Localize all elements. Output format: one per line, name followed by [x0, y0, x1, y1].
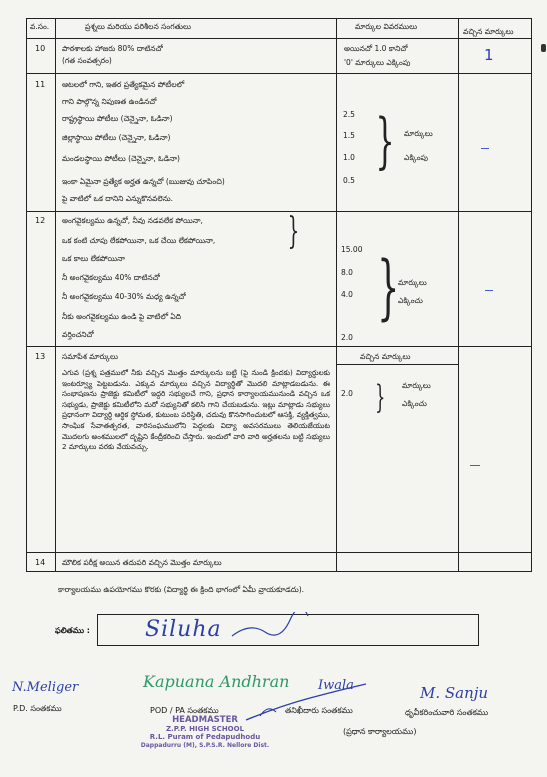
row-11-question: రాష్ట్రస్థాయి పోటీలు (చెన్నైనా, ఓడినా)	[62, 114, 173, 123]
row-10-question: (గత సంవత్సరం)	[62, 56, 112, 65]
examiner-sublabel: (ప్రధాన కార్యాలయము)	[343, 727, 417, 736]
header-question: ప్రశ్నలు మరియు పరిశీలన సంగతులు	[85, 22, 191, 31]
row-11-question: పై వాటిలో ఒక దానిని ఎన్నుకొనవలెను.	[62, 194, 173, 203]
row-10-detail: '0' మార్కులు ఎక్కింపు	[344, 58, 411, 67]
row-11-question: ఇంకా ఏమైనా ప్రత్యేక అర్హత ఉన్నచో (ఋజువు చూపించి)	[62, 177, 225, 186]
pod-label: POD / PA సంతకము	[150, 706, 219, 715]
row-10-number: 10	[35, 44, 46, 53]
result-signature-stroke	[230, 612, 310, 642]
office-use-note: కార్యాలయము ఉపయోగము కొరకు (విద్యార్థి ఈ క్రింది భాగంలో ఏమీ వ్రాయకూడదు).	[58, 585, 305, 594]
row-11-label: ఎక్కింపు	[404, 153, 428, 162]
row-12-question: ఒక కంటి చూపు లేకపోయినా, ఒక చేయి లేకపోయినా,	[62, 236, 216, 245]
pod-signature: Kapuana Andhran	[143, 672, 290, 691]
row-11-label: మార్కులు	[404, 129, 433, 138]
examiner-signature: Iwala	[318, 678, 354, 693]
row-11-question: మండలస్థాయి పోటీలు (చెన్నైనా, ఓడినా)	[62, 154, 180, 163]
row-13-number: 13	[35, 352, 46, 361]
row-10-question: పాఠశాలకు హాజరు 80% దాటినచో	[62, 44, 163, 53]
row-12-question: నీ అంగవైకల్యము 40-30% మధ్య ఉన్నచో	[62, 292, 186, 301]
row-12-number: 12	[35, 216, 46, 225]
row-13-col-header: వచ్చిన మార్కులు	[360, 352, 411, 361]
row-12-value: 4.0	[341, 290, 353, 299]
result-signature: Siluha	[145, 617, 222, 642]
result-label: ఫలితము :	[55, 626, 90, 635]
row-11-question: గాని పాల్గొన్న నిపుణత ఉండినచో	[62, 97, 157, 106]
row-11-question: జిల్లాస్థాయి పోటీలు (చెన్నైనా, ఓడినా)	[62, 133, 171, 142]
pd-label: P.D. సంతకము	[13, 704, 62, 713]
col-divider-1	[55, 18, 56, 572]
examiner-label: తనిఖీదారు సంతకము	[285, 706, 353, 715]
stamp-line: Z.P.P. HIGH SCHOOL	[165, 724, 245, 733]
row-14-text: మౌలిక పరీక్ష అయిన తదుపరి వచ్చిన మొత్తం మార్కులు	[62, 558, 222, 567]
row-12-question: నీ అంగవైకల్యము 40% దాటినచో	[62, 273, 160, 282]
row-12-label: ఎక్కించు	[398, 296, 423, 305]
row-divider	[336, 364, 458, 365]
row-11-value: 1.5	[343, 131, 355, 140]
row-13-brace: }	[375, 378, 386, 416]
stamp-line: HEADMASTER	[172, 715, 238, 725]
stamp-line: Dappadurru (M), S.P.S.R. Nellore Dist.	[140, 741, 270, 749]
row-12-value: 2.0	[341, 333, 353, 342]
row-11-brace: }	[375, 106, 395, 176]
col-divider-3	[458, 18, 459, 572]
verifier-signature: M. Sanju	[420, 684, 489, 702]
row-13-label: మార్కులు	[402, 381, 431, 390]
row-12-question: అంగవైకల్యము ఉన్నచో, నీవు నడవలేక పోయినా,	[62, 216, 203, 225]
row-11-value: 0.5	[343, 176, 355, 185]
row-12-question: ఒక కాలు లేకపోయినా	[62, 254, 125, 263]
row-13-label: ఎక్కించు	[402, 399, 427, 408]
row-13-dash	[470, 465, 480, 466]
row-12-question: వర్తించనిచో	[62, 330, 94, 339]
row-divider	[26, 211, 532, 212]
header-marks-obtained: వచ్చిన మార్కులు	[463, 27, 514, 36]
row-12-brace-question: }	[287, 211, 300, 252]
row-11-number: 11	[35, 80, 46, 89]
row-12-dash	[485, 290, 493, 291]
stamp-line: R.L. Puram of Pedapudhodu	[149, 733, 261, 741]
verifier-label: ధృవీకరించువారి సంతకము	[405, 708, 489, 717]
row-12-brace: }	[377, 246, 400, 328]
row-10-detail: అయినచో 1.0 కానిచో	[344, 44, 408, 53]
row-divider	[26, 552, 532, 553]
margin-mark	[541, 44, 546, 52]
row-11-value: 1.0	[343, 153, 355, 162]
row-11-question: ఆటలలో గాని, ఇతర ప్రత్యేకమైన పోటీలలో	[62, 80, 185, 89]
row-13-value: 2.0	[341, 389, 353, 398]
header-sno: వ.సం.	[30, 22, 50, 31]
row-11-value: 2.5	[343, 110, 355, 119]
row-divider	[26, 73, 532, 74]
row-10-obtained: 1	[484, 46, 494, 64]
row-13-title: సమాపేశ మార్కులు	[62, 352, 118, 361]
header-marks-detail: మార్కుల వివరములు	[355, 22, 418, 31]
row-divider	[26, 346, 532, 347]
row-12-question: నీకు అంగవైకల్యము ఉండి పై వాటిలో ఏది	[62, 312, 182, 321]
row-divider	[26, 38, 532, 39]
row-12-value: 15.00	[341, 245, 363, 254]
pd-signature: N.Meliger	[12, 680, 79, 695]
col-divider-2	[336, 18, 337, 572]
row-13-body: ఎగువ (ప్రశ్న పత్రములో నీకు వచ్చిన మొత్తం మార్కులను బట్టి (పై నుండి క్రిందకు) విద్యార్థులకు ఇంటర్వ్యూ పెట్టబడును. ఎక్కువ మార్కులు వచ్చిన విద్యార్థితో మొదలి మాట్లాడబడును. ఈ సంభాషణను ప్రాజెక్టు కమిటీలో ఇద్దరి సభ్యులచే గాని, ప్రధాన కార్యాలయమునుండి వచ్చిన ఒక సభ్యుడు, ప్రాజెక్టు కమిటీలోని మరో సభ్యునితో కలిసి గాని చేయబడును. ఇట్లు మాట్లాడు సభ్యులు ప్రధానంగా విద్యార్థి ఆర్థిక స్థోమత, కుటుంబ పరిస్థితి, చదువు కొనసాగించుటలో ఆసక్తి, వ్యక్తిత్వము, సాంఘిక సేవాతత్పరత, వారిసంఘములోని పెద్దలకు విద్యా అవసరములు తెలియజేయుట మొదలగు అంశములలో దృష్టిని కేంద్రీకరించి చేస్తారు. ఇందులో వారి వారి అర్హతలను బట్టి సభ్యులు 2 మార్కులు వరకు వేయవచ్చు.	[62, 368, 330, 452]
row-11-dash	[481, 148, 489, 149]
row-12-value: 8.0	[341, 268, 353, 277]
row-12-label: మార్కులు	[398, 278, 427, 287]
row-14-number: 14	[35, 558, 46, 567]
